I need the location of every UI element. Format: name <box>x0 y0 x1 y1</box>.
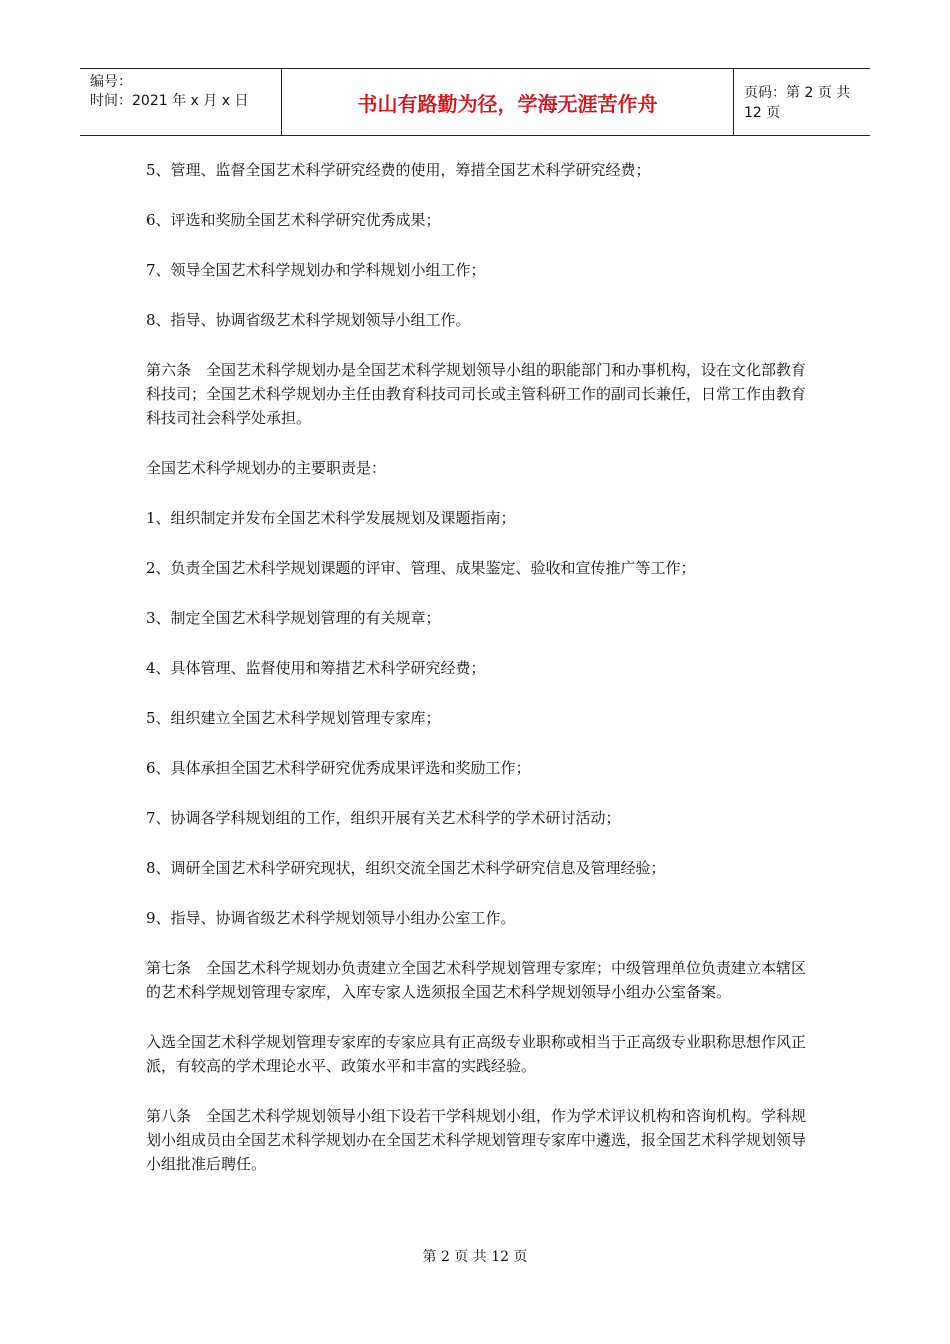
paragraph: 1、组织制定并发布全国艺术科学发展规划及课题指南； <box>146 509 516 527</box>
paragraph: 8、指导、协调省级艺术科学规划领导小组工作。 <box>146 311 471 329</box>
paragraph: 6、具体承担全国艺术科学研究优秀成果评选和奖励工作； <box>146 759 531 777</box>
paragraph: 5、管理、监督全国艺术科学研究经费的使用，筹措全国艺术科学研究经费； <box>146 161 651 179</box>
paragraph: 4、具体管理、监督使用和筹措艺术科学研究经费； <box>146 659 486 677</box>
paragraph: 9、指导、协调省级艺术科学规划领导小组办公室工作。 <box>146 909 516 927</box>
paragraph: 全国艺术科学规划办的主要职责是： <box>146 459 387 477</box>
paragraph: 7、领导全国艺术科学规划办和学科规划小组工作； <box>146 261 486 279</box>
paragraph: 3、制定全国艺术科学规划管理的有关规章； <box>146 609 441 627</box>
document-time-label: 时间：2021 年 x 月 x 日 <box>90 93 249 109</box>
document-body <box>146 158 810 1202</box>
header-meta <box>80 69 282 135</box>
paragraph: 第七条 全国艺术科学规划办负责建立全国艺术科学规划管理专家库；中级管理单位负责建立本辖区的艺术科学规划管理专家库，入库专家人选须报全国艺术科学规划领导小组办公室备案。 <box>146 959 807 1001</box>
paragraph: 2、负责全国艺术科学规划课题的评审、管理、成果鉴定、验收和宣传推广等工作； <box>146 559 696 577</box>
document-header <box>80 68 870 136</box>
paragraph: 7、协调各学科规划组的工作，组织开展有关艺术科学的学术研讨活动； <box>146 809 621 827</box>
header-motto: 书山有路勤为径，学海无涯苦作舟 <box>282 69 734 135</box>
paragraph: 第六条 全国艺术科学规划办是全国艺术科学规划领导小组的职能部门和办事机构，设在文化部教育科技司；全国艺术科学规划办主任由教育科技司司长或主管科研工作的副司长兼任，日常工作由教育科技司社会科学处承担。 <box>146 361 807 427</box>
paragraph: 5、组织建立全国艺术科学规划管理专家库； <box>146 709 441 727</box>
paragraph: 8、调研全国艺术科学研究现状，组织交流全国艺术科学研究信息及管理经验； <box>146 859 666 877</box>
document-number-label: 编号： <box>90 74 132 90</box>
header-page-number: 页码：第 2 页 共 12 页 <box>744 85 851 121</box>
page-footer: 第 2 页 共 12 页 <box>422 1249 528 1265</box>
paragraph: 6、评选和奖励全国艺术科学研究优秀成果； <box>146 211 441 229</box>
paragraph: 入选全国艺术科学规划管理专家库的专家应具有正高级专业职称或相当于正高级专业职称思想作风正派，有较高的学术理论水平、政策水平和丰富的实践经验。 <box>146 1033 807 1075</box>
paragraph: 第八条 全国艺术科学规划领导小组下设若干学科规划小组，作为学术评议机构和咨询机构。学科规划小组成员由全国艺术科学规划办在全国艺术科学规划管理专家库中遴选，报全国艺术科学规划领导小组批准后聘任。 <box>146 1107 807 1173</box>
